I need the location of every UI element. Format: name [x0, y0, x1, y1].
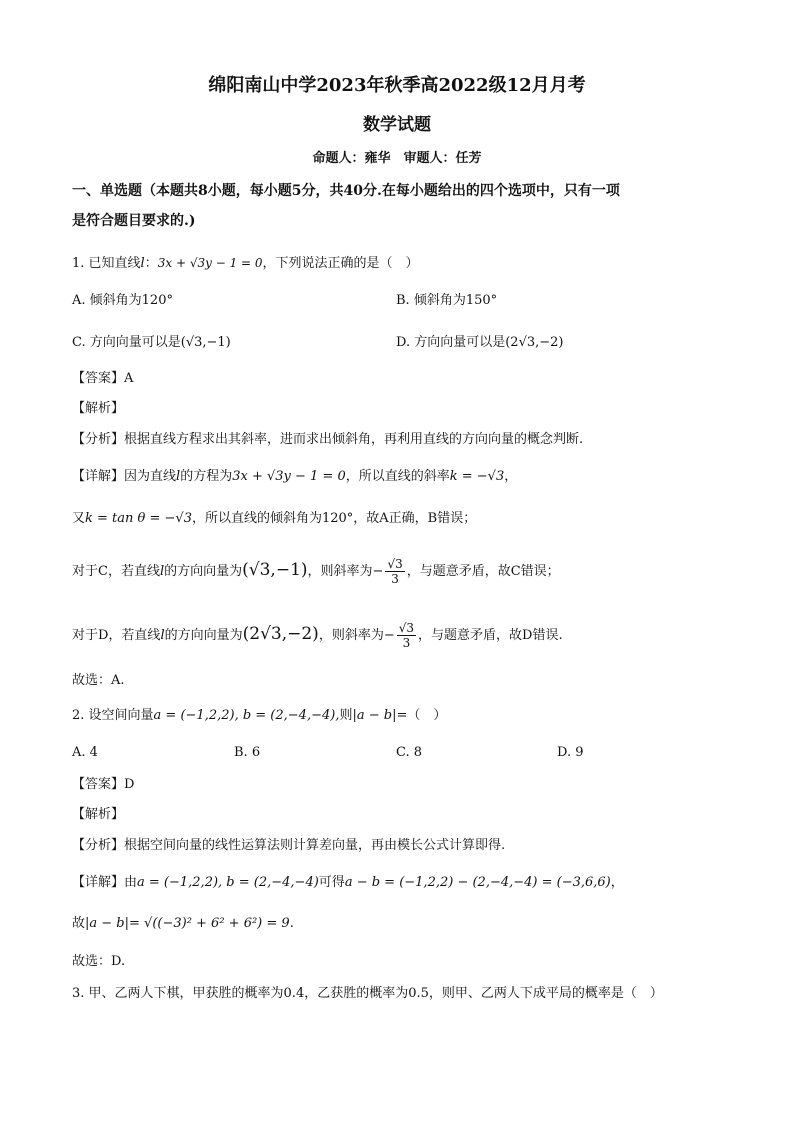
- q1-detail-line1: [72, 468, 517, 486]
- q1-detail3-frac-den: 3: [391, 572, 399, 586]
- q2-option-b: B. 6: [234, 745, 261, 760]
- q2-detail1-a: 【详解】由: [72, 875, 138, 890]
- q1-detail3-c: ，则斜率为: [307, 564, 373, 579]
- q1-option-c: C. 方向向量可以是(√3,−1): [72, 335, 231, 350]
- q2-detail1-eq2: a − b = (−1,2,2) − (2,−4,−4) = (−3,6,6): [344, 875, 611, 890]
- q1-fenxi: 【分析】根据直线方程求出其斜率，进而求出倾斜角，再利用直线的方向向量的概念判断.: [72, 432, 584, 447]
- q2-stem-eq: a = (−1,2,2), b = (2,−4,−4),: [153, 708, 340, 723]
- q3-stem: 3. 甲、乙两人下棋，甲获胜的概率为0.4，乙获胜的概率为0.5，则甲、乙两人下成平局的概率是（ ）: [72, 986, 663, 1001]
- q1-detail3-b: 的方向向量为: [164, 564, 243, 579]
- q1-option-a: A. 倾斜角为120°: [72, 293, 173, 308]
- q1-detail2-a: 又: [72, 511, 86, 526]
- q1-detail1-c: ，所以直线的斜率: [345, 469, 450, 484]
- q2-answer: 【答案】D: [72, 777, 135, 792]
- q2-option-a: A. 4: [72, 745, 98, 760]
- q1-stem-prefix: 1. 已知直线: [72, 256, 141, 271]
- q1-detail-line4: [72, 617, 563, 653]
- section-heading-line2: 是符合题目要求的.): [72, 213, 196, 229]
- q2-detail1-b: 可得: [318, 875, 345, 890]
- q1-detail-line3: [72, 553, 560, 589]
- q1-detail4-var: l: [160, 628, 165, 643]
- q2-stem: [72, 707, 446, 725]
- q2-option-d: D. 9: [557, 745, 584, 760]
- q2-detail1-c: ，: [610, 875, 624, 890]
- q2-stem-prefix: 2. 设空间向量: [72, 708, 154, 723]
- q2-analysis-tag: 【解析】: [72, 807, 125, 822]
- q1-detail2-b: ，所以直线的倾斜角为120°，故A正确，B错误；: [191, 511, 477, 526]
- q1-choose: 故选：A.: [72, 673, 125, 688]
- q1-detail2-eq: k = tan θ = −√3: [85, 511, 192, 526]
- exam-title: 绵阳南山中学2023年秋季高2022级12月月考: [208, 75, 586, 96]
- q1-detail3-frac-num: √3: [387, 557, 403, 571]
- q1-detail3-a: 对于C，若直线: [72, 564, 160, 579]
- section-heading-line1: 一、单选题（本题共8小题，每小题5分，共40分.在每小题给出的四个选项中，只有一项: [72, 183, 620, 199]
- q1-detail-line2: [72, 510, 476, 528]
- q1-detail1-k: k = −√3: [449, 469, 505, 484]
- q1-detail1-d: ，: [504, 469, 518, 484]
- q1-analysis-tag: 【解析】: [72, 401, 125, 416]
- q2-stem-abs: a − b: [356, 708, 393, 723]
- q1-detail1-var: l: [176, 469, 181, 484]
- q1-detail3-minus: −: [372, 564, 384, 579]
- q1-detail4-frac-den: 3: [402, 636, 411, 650]
- q2-detail1-eq1: a = (−1,2,2), b = (2,−4,−4): [137, 875, 319, 890]
- q1-answer: 【答案】A: [72, 371, 134, 386]
- q1-stem: [72, 254, 419, 273]
- q2-stem-then: 则|: [339, 708, 357, 723]
- q2-detail-line1: [72, 874, 624, 892]
- q1-equation: 3x + √3y − 1 = 0: [157, 256, 263, 270]
- q1-stem-var: l: [140, 256, 145, 271]
- q2-detail2-eq: |= √((−3)² + 6² + 6²) = 9: [124, 916, 290, 931]
- exam-subtitle: 数学试题: [363, 115, 431, 135]
- q1-detail4-fraction: [397, 621, 416, 650]
- q2-choose: 故选：D.: [72, 954, 126, 969]
- q1-detail1-eq: 3x + √3y − 1 = 0: [232, 469, 346, 484]
- q2-detail2-a: 故|: [72, 916, 90, 931]
- q2-stem-suffix: |=（ ）: [392, 708, 447, 723]
- q1-detail4-d: ，与题意矛盾，故D错误.: [418, 628, 563, 643]
- q1-detail3-vec: (√3,−1): [242, 560, 308, 580]
- q1-detail3-var: l: [159, 564, 165, 579]
- q2-detail2-abs: a − b: [89, 916, 125, 931]
- q1-detail4-b: 的方向向量为: [164, 628, 243, 643]
- q1-detail4-c: ，则斜率为: [318, 628, 384, 643]
- q1-detail1-b: 的方程为: [180, 469, 233, 484]
- q1-detail1-a: 【详解】因为直线: [72, 469, 177, 484]
- q1-detail4-minus: −: [383, 628, 395, 643]
- q1-detail4-vec: (2√3,−2): [242, 624, 319, 644]
- q1-detail4-a: 对于D，若直线: [72, 628, 161, 643]
- exam-authors: 命题人：雍华 审题人：任芳: [312, 151, 482, 166]
- q1-option-d: D. 方向向量可以是(2√3,−2): [396, 335, 564, 350]
- q1-detail4-frac-num: √3: [398, 621, 415, 635]
- q1-stem-colon: ：: [144, 256, 158, 271]
- q2-option-c: C. 8: [396, 745, 423, 760]
- q2-detail2-b: .: [289, 916, 294, 931]
- q1-stem-suffix: ，下列说法正确的是（ ）: [262, 256, 419, 271]
- q1-detail3-d: ，与题意矛盾，故C错误；: [406, 564, 560, 579]
- q2-fenxi: 【分析】根据空间向量的线性运算法则计算差向量，再由模长公式计算即得.: [72, 838, 506, 853]
- q1-detail3-fraction: [385, 557, 404, 586]
- q1-option-b: B. 倾斜角为150°: [396, 293, 498, 308]
- q2-detail-line2: [72, 915, 294, 933]
